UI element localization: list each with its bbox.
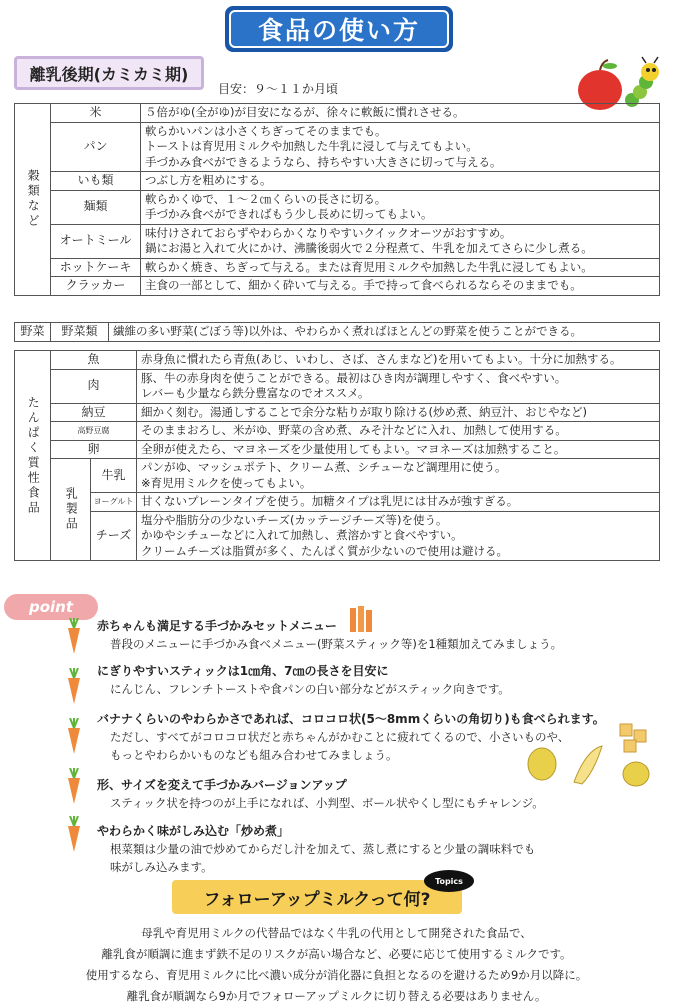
food-name: 野菜類 (51, 323, 109, 342)
table-row: 肉 豚、牛の赤身肉を使うことができる。最初はひき肉が調理しやすく、食べやすい。 レバーも少量なら鉄分豊富なのでオススメ。 (15, 369, 660, 403)
table-row: 野菜 野菜類 繊維の多い野菜(ごぼう等)以外は、やわらかく煮ればほとんどの野菜を使うことができる。 (15, 323, 660, 342)
followup-title: フォローアップミルクって何? (172, 880, 462, 914)
food-name: 高野豆腐 (51, 422, 137, 441)
food-cubes-illustration (524, 720, 664, 790)
carrot-icon (64, 668, 84, 704)
food-name: 牛乳 (91, 459, 137, 493)
food-name: 米 (51, 104, 141, 123)
carrot-icon (64, 768, 84, 804)
table-row: 乳製品 牛乳 パンがゆ、マッシュポテト、クリーム煮、シチューなど調理用に使う。 ※育児用ミルクを使ってもよい。 (15, 459, 660, 493)
vegetables-category: 野菜 (15, 323, 51, 342)
grains-category: 穀類など (15, 104, 51, 296)
vegetable-sticks-icon (346, 604, 374, 634)
page-title: 食品の使い方 (229, 10, 449, 48)
carrot-icon (64, 816, 84, 852)
carrot-icon (64, 618, 84, 654)
table-row: チーズ 塩分や脂肪分の少ないチーズ(カッテージチーズ等)を使う。 かゆやシチューなどに入れて加熱し、煮溶かすと食べやすい。 クリームチーズは脂質が多く、たんぱく質が少ないので使用は避ける。 (15, 511, 660, 561)
food-name: ヨーグルト (91, 493, 137, 512)
food-name: いも類 (51, 172, 141, 191)
carrot-icon (64, 718, 84, 754)
table-row: オートミール 味付けされておらずやわらかくなりやすいクイックオーツがおすすめ。 鍋にお湯と入れて火にかけ、沸騰後弱火で２分程煮て、牛乳を加えてさらに少し煮る。 (15, 224, 660, 258)
protein-table (14, 350, 660, 561)
topics-tag: Topics (424, 870, 474, 892)
point-title: 形、サイズを変えて手づかみバージョンアップ (97, 778, 347, 792)
point-title: やわらかく味がしみ込む「炒め煮」 (97, 824, 290, 838)
food-name: パン (51, 122, 141, 172)
table-row: 高野豆腐 そのままおろし、米がゆ、野菜の含め煮、みそ汁などに入れ、加熱して使用する。 (15, 422, 660, 441)
table-row: 納豆 細かく刻む。湯通しすることで余分な粘りが取り除ける(炒め煮、納豆汁、おじやなど) (15, 403, 660, 422)
table-row: 卵 全卵が使えたら、マヨネーズを少量使用してもよい。マヨネーズは加熱すること。 (15, 440, 660, 459)
table-row: パン 軟らかいパンは小さくちぎってそのままでも。 トーストは育児用ミルクや加熱した牛乳に浸して与えてもよい。 手づかみ食べができるようなら、持ちやすい大きさに切って与える。 (15, 122, 660, 172)
table-row: クラッカー 主食の一部として、細かく砕いて与える。手で持って食べられるならそのままでも。 (15, 277, 660, 296)
page-title-banner (225, 6, 453, 52)
food-name: ホットケーキ (51, 258, 141, 277)
table-row: 麺類 軟らかくゆで、１～２㎝くらいの長さに切る。 手づかみ食べができればもう少し長めに切ってもよい。 (15, 190, 660, 224)
food-name: 麺類 (51, 190, 141, 224)
followup-text: 母乳や育児用ミルクの代替品ではなく牛乳の代用として開発された食品で、 離乳食が順調に進まず鉄不足のリスクが高い場合など、必要に応じて使用するミルクです。 使用するなら、育児用ミルクに比べ濃い成分が消化器に負担となるのを避けるため9か月以降に。 離乳食が順調なら9か月でフォローアップミルクに切り替える必要はありません。 (85, 926, 588, 1003)
grains-table (14, 103, 660, 296)
stage-label: 離乳後期(カミカミ期) (14, 56, 204, 90)
point-title: バナナくらいのやわらかさであれば、コロコロ状(5～8mmくらいの角切り)も食べられます。 (97, 712, 605, 726)
food-name: クラッカー (51, 277, 141, 296)
food-name: 肉 (51, 369, 137, 403)
food-name: 卵 (51, 440, 137, 459)
table-row: ヨーグルト 甘くないプレーンタイプを使う。加糖タイプは乳児には甘みが強すぎる。 (15, 493, 660, 512)
protein-category: たんぱく質性食品 (15, 351, 51, 561)
target-age: 目安：９～１１か月頃 (218, 82, 339, 96)
table-row: ホットケーキ 軟らかく焼き、ちぎって与える。または育児用ミルクや加熱した牛乳に浸してもよい。 (15, 258, 660, 277)
table-row: 穀類など 米 ５倍がゆ(全がゆ)が目安になるが、徐々に軟飯に慣れさせる。 (15, 104, 660, 123)
food-name: オートミール (51, 224, 141, 258)
table-row: たんぱく質性食品 魚 赤身魚に慣れたら青魚(あじ、いわし、さば、さんまなど)を用いてもよい。十分に加熱する。 (15, 351, 660, 370)
dairy-group: 乳製品 (51, 459, 91, 561)
food-name: 納豆 (51, 403, 137, 422)
point-title: にぎりやすいスティックは1㎝角、7㎝の長さを目安に (97, 664, 389, 678)
vegetables-table (14, 322, 660, 342)
point-title: 赤ちゃんも満足する手づかみセットメニュー (97, 619, 337, 633)
point-badge: point (4, 594, 98, 620)
food-name: チーズ (91, 511, 137, 561)
table-row: いも類 つぶし方を粗めにする。 (15, 172, 660, 191)
food-name: 魚 (51, 351, 137, 370)
